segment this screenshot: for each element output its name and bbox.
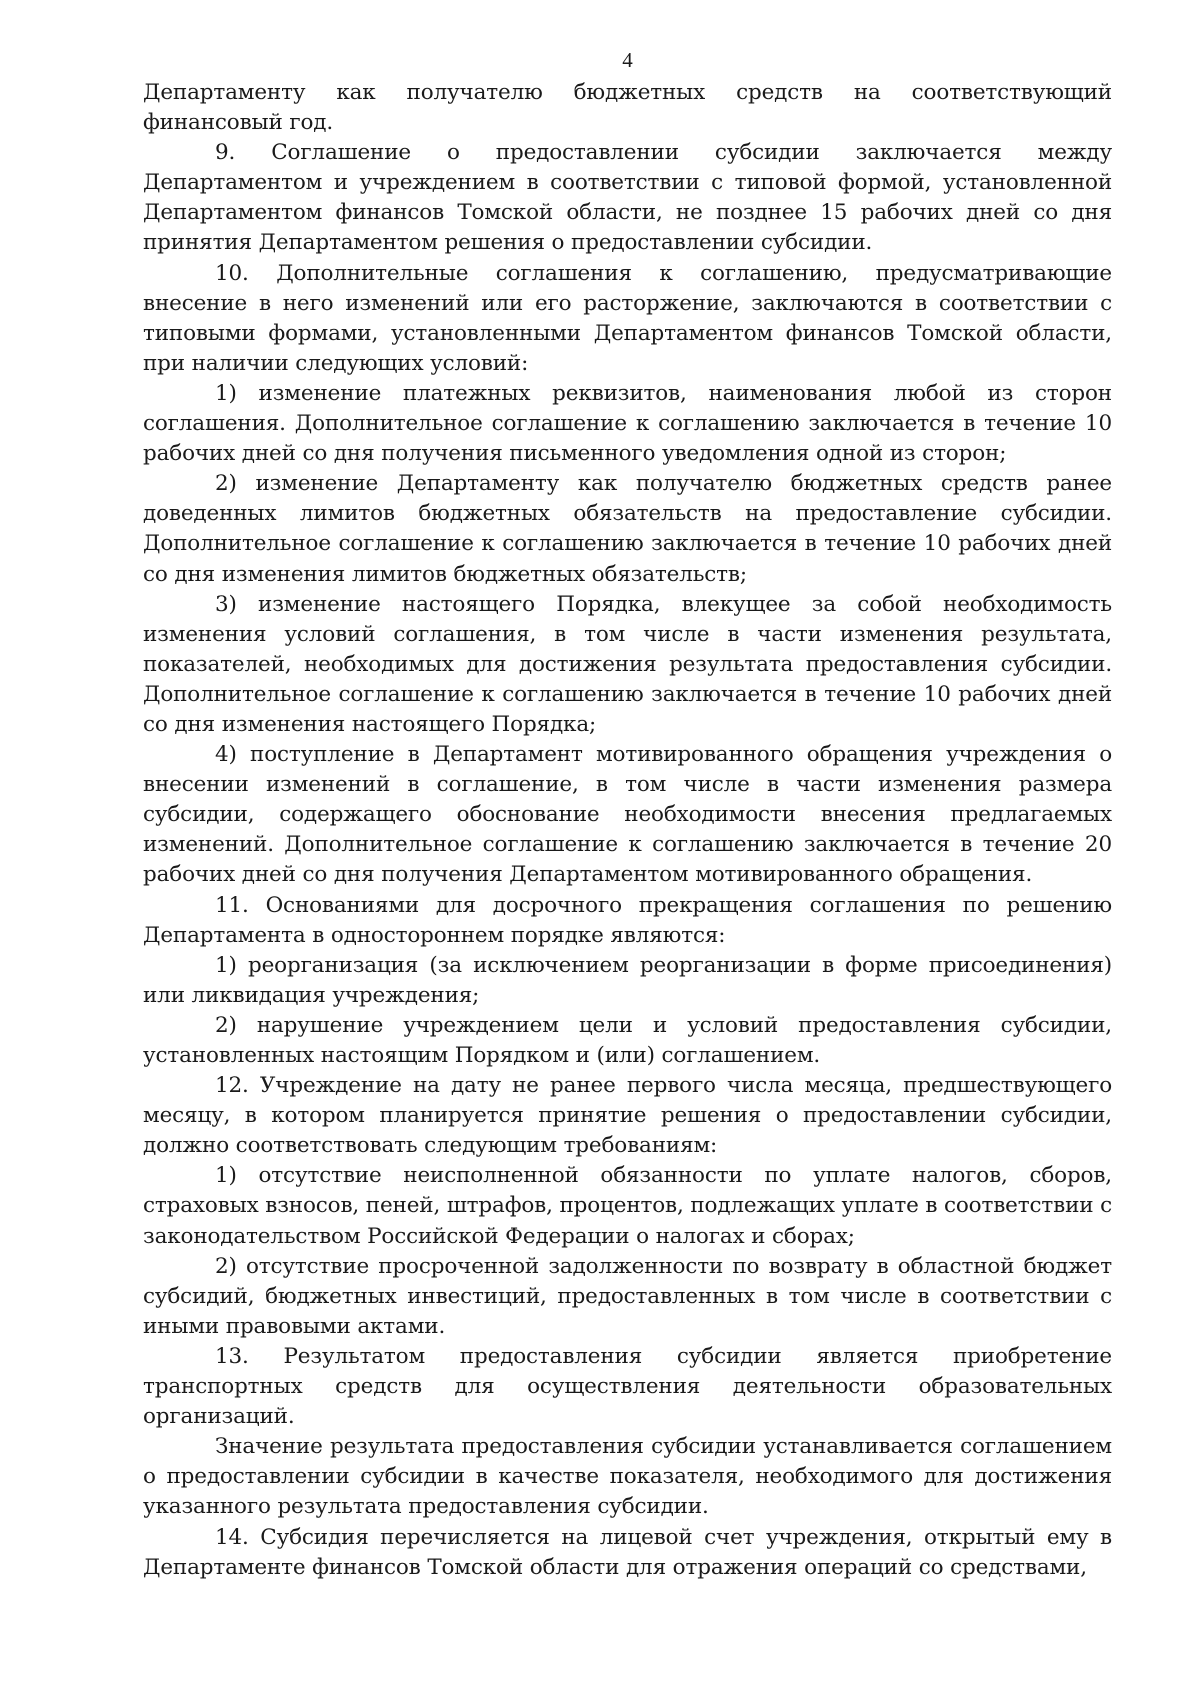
page-number: 4 — [622, 48, 633, 72]
paragraph-11-item-2: 2) нарушение учреждением цели и условий предоставления субсидии, установленных настоящим Порядком и (или) соглашением. — [143, 1012, 1112, 1068]
document-body — [143, 78, 1112, 1583]
paragraph-continuation: Департаменту как получателю бюджетных средств на соответствующий финансовый год. — [143, 80, 1112, 136]
paragraph-12-item-2: 2) отсутствие просроченной задолженности по возврату в областной бюджет субсидий, бюджетных инвестиций, предоставленных в том числе в соответствии с иными правовыми актами. — [143, 1253, 1112, 1339]
paragraph-11: 11. Основаниями для досрочного прекращения соглашения по решению Департамента в одностороннем порядке являются: — [143, 892, 1112, 948]
paragraph-13: 13. Результатом предоставления субсидии является приобретение транспортных средств для осуществления деятельности образовательных организаций. — [143, 1343, 1112, 1430]
paragraph-10: 10. Дополнительные соглашения к соглашению, предусматривающие внесение в него изменений или его расторжение, заключаются в соответствии с типовыми формами, установленными Департаментом финансов Томской области, при наличии следующих условий: — [143, 260, 1112, 376]
paragraph-10-item-3: 3) изменение настоящего Порядка, влекущее за собой необходимость изменения условий соглашения, в том числе в части изменения результата, показателей, необходимых для достижения результата предоставления субсидии. Дополнительное соглашение к соглашению заключается в течение 10 рабочих дней со дня изменения настоящего Порядка; — [143, 591, 1112, 737]
paragraph-10-item-1: 1) изменение платежных реквизитов, наименования любой из сторон соглашения. Дополнительное соглашение к соглашению заключается в течение 10 рабочих дней со дня получения письменного уведомления одной из сторон; — [143, 380, 1112, 467]
paragraph-12-item-1: 1) отсутствие неисполненной обязанности по уплате налогов, сборов, страховых взносов, пеней, штрафов, процентов, подлежащих уплате в соответствии с законодательством Российской Федерации о налогах и сборах; — [143, 1163, 1113, 1249]
paragraph-13-value: Значение результата предоставления субсидии устанавливается соглашением о предоставлении субсидии в качестве показателя, необходимого для достижения указанного результата предоставления субсидии. — [143, 1434, 1112, 1520]
paragraph-9: 9. Соглашение о предоставлении субсидии заключается между Департаментом и учреждением в соответствии с типовой формой, установленной Департаментом финансов Томской области, не позднее 15 рабочих дней со дня принятия Департаментом решения о предоставлении субсидии. — [143, 140, 1112, 256]
paragraph-12: 12. Учреждение на дату не ранее первого числа месяца, предшествующего месяцу, в котором планируется принятие решения о предоставлении субсидии, должно соответствовать следующим требованиям: — [143, 1073, 1112, 1159]
paragraph-10-item-2: 2) изменение Департаменту как получателю бюджетных средств ранее доведенных лимитов бюджетных обязательств на предоставление субсидии. Дополнительное соглашение к соглашению заключается в течение 10 рабочих дней со дня изменения лимитов бюджетных обязательств; — [143, 471, 1112, 587]
paragraph-11-item-1: 1) реорганизация (за исключением реорганизации в форме присоединения) или ликвидация учреждения; — [143, 952, 1112, 1008]
paragraph-10-item-4: 4) поступление в Департамент мотивированного обращения учреждения о внесении изменений в соглашение, в том числе в части изменения размера субсидии, содержащего обоснование необходимости внесения предлагаемых изменений. Дополнительное соглашение к соглашению заключается в течение 20 рабочих дней со дня получения Департаментом мотивированного обращения. — [143, 742, 1112, 888]
paragraph-14: 14. Субсидия перечисляется на лицевой счет учреждения, открытый ему в Департаменте финансов Томской области для отражения операций со средствами, — [143, 1524, 1112, 1580]
